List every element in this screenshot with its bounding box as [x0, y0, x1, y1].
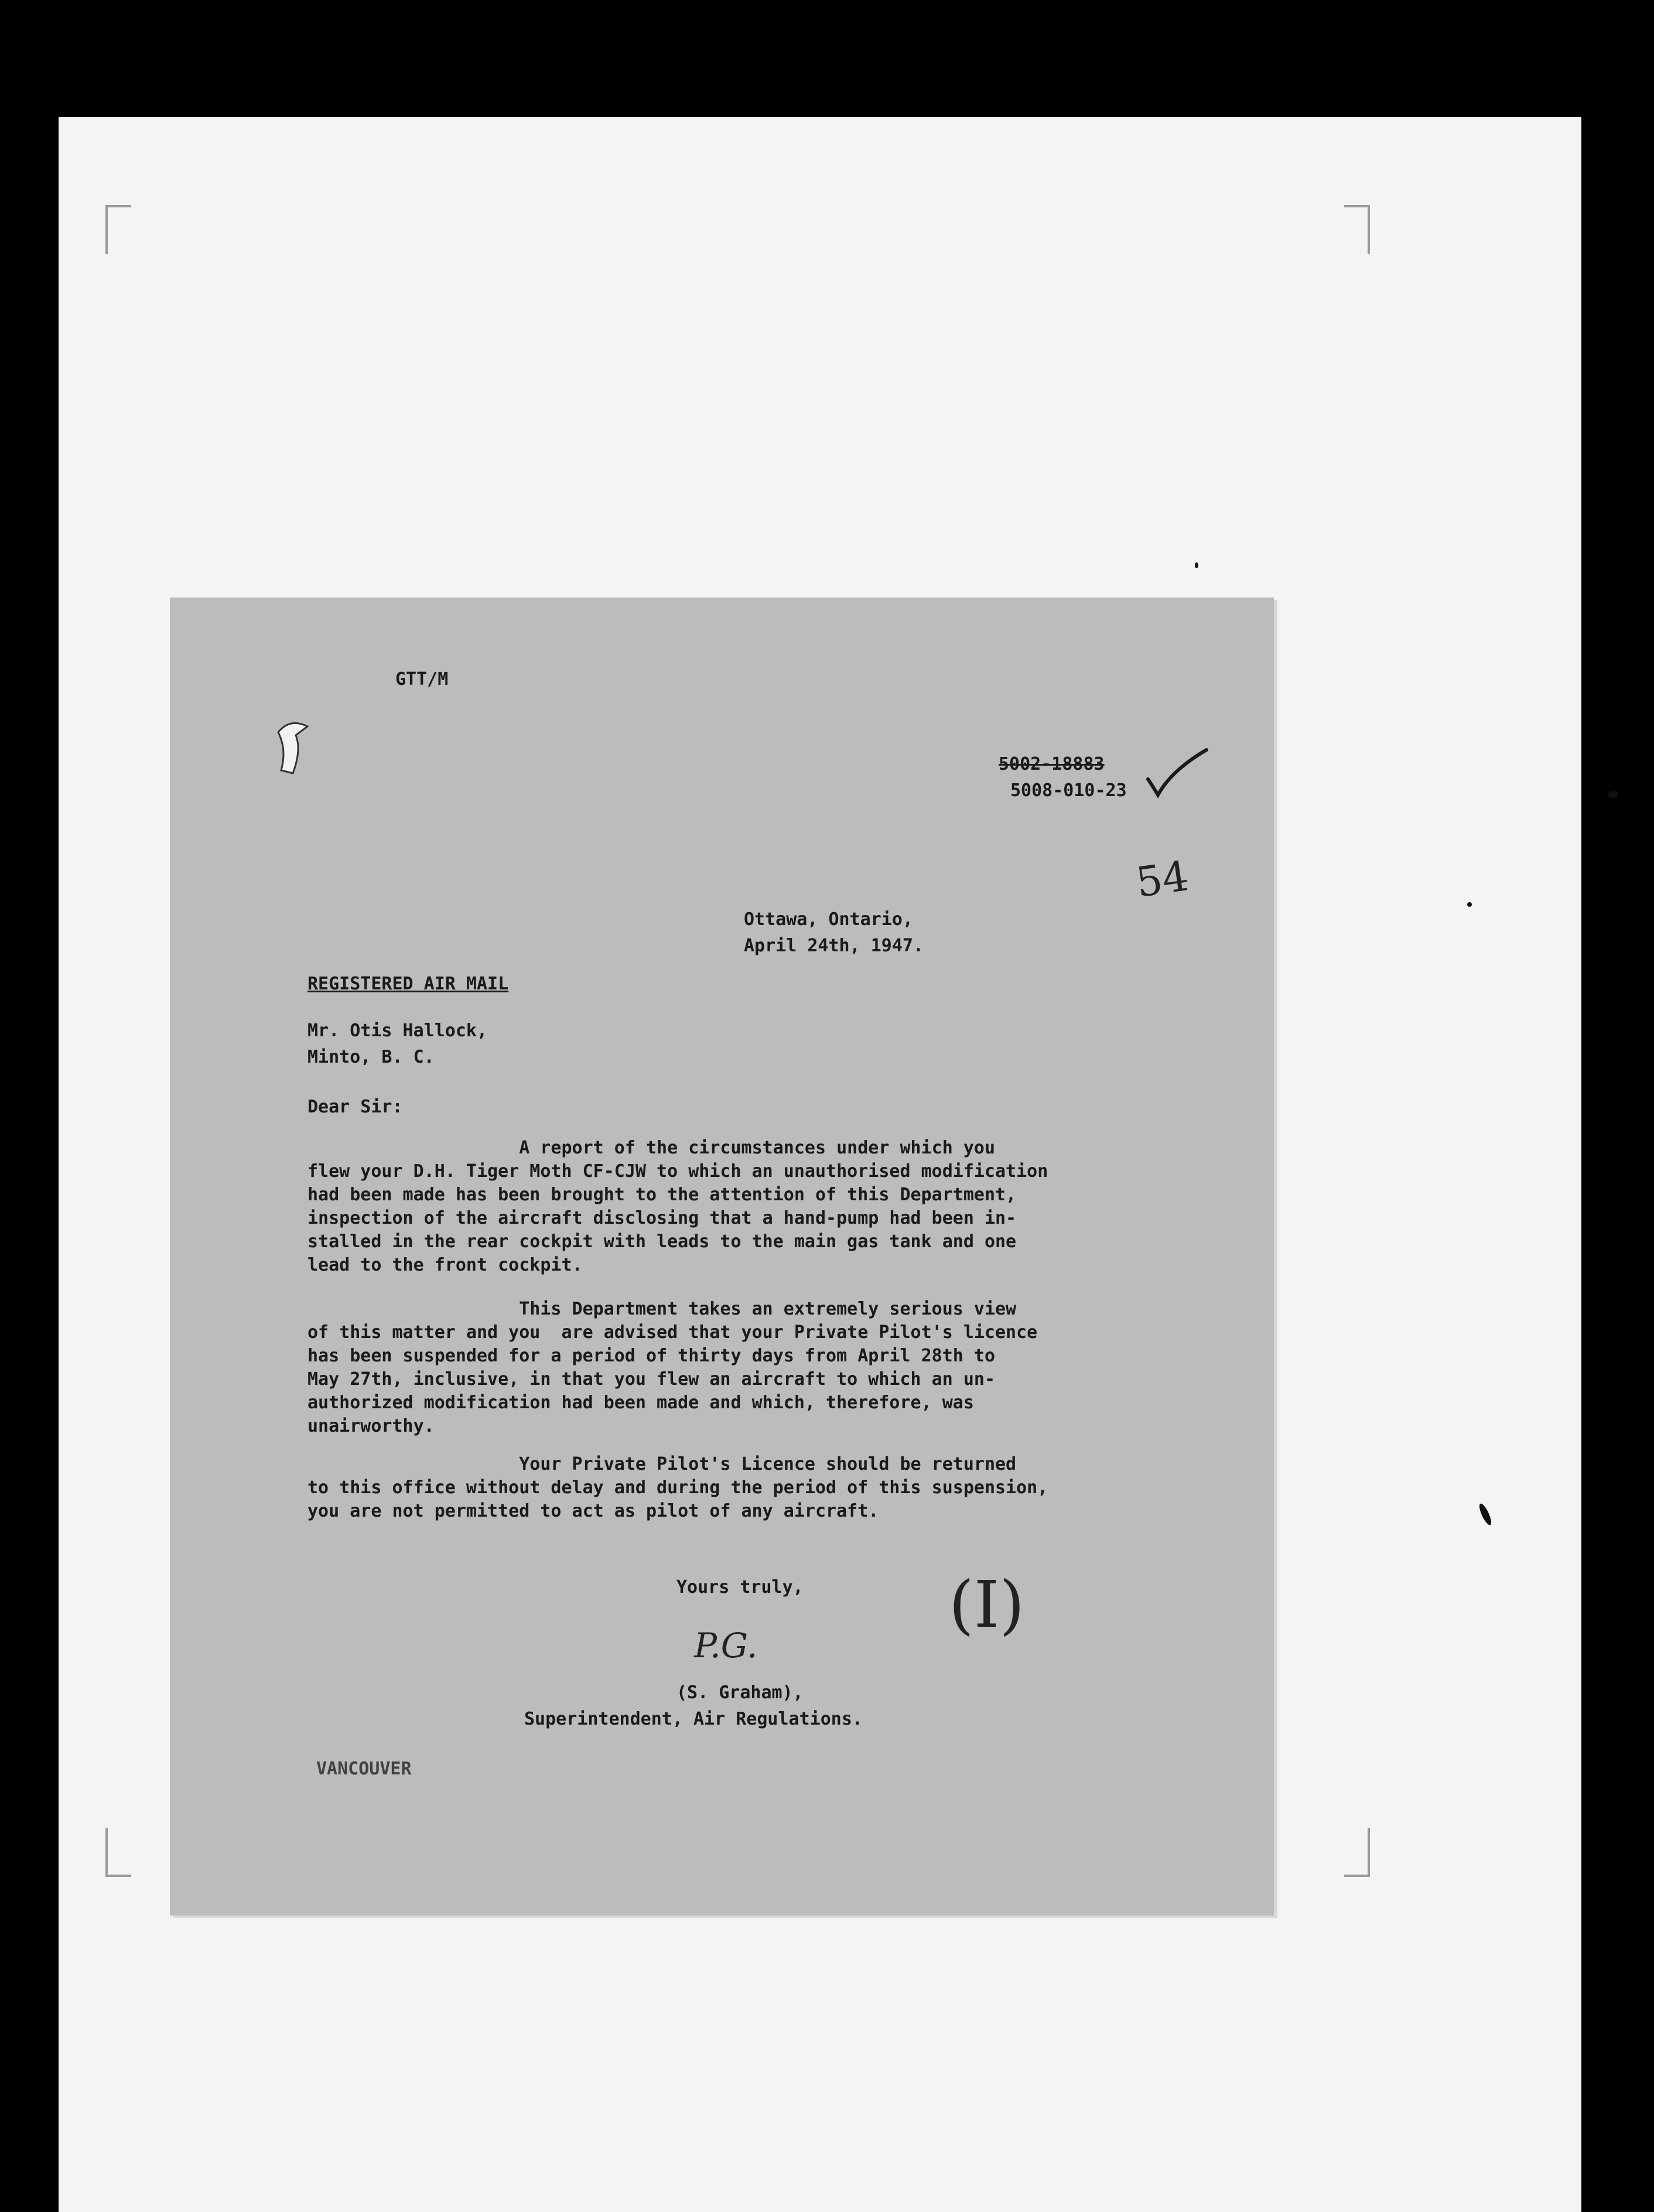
recipient-place: Minto, B. C.	[307, 1047, 435, 1067]
crop-mark-bottom-left	[105, 1828, 131, 1877]
reference-number-old: 5002-18883	[999, 754, 1105, 774]
recipient-name: Mr. Otis Hallock,	[307, 1020, 488, 1041]
crop-mark-bottom-right	[1344, 1828, 1370, 1877]
file-code: GTT/M	[395, 669, 449, 689]
checkmark-icon	[1145, 747, 1209, 800]
reference-number-new: 5008-010-23	[1010, 780, 1127, 801]
dust-speck	[1608, 791, 1618, 798]
dust-speck	[1467, 902, 1472, 907]
body-paragraph-2: This Department takes an extremely serious view of this matter and you are advised that your Private Pilot's licence has been suspended for a period of thirty days from April 28th to May 27th, inclusive, in that you flew an aircraft to which an un- authorized modification had been made and which, therefore, was unairworthy.	[307, 1299, 1038, 1436]
crop-mark-top-right	[1344, 205, 1370, 254]
signer-name: (S. Graham),	[676, 1682, 804, 1703]
handwritten-circled-mark: (I)	[949, 1567, 1025, 1642]
mail-type: REGISTERED AIR MAIL	[307, 974, 509, 994]
salutation: Dear Sir:	[307, 1097, 403, 1117]
crop-mark-top-left	[105, 205, 131, 254]
sender-place: Ottawa, Ontario,	[744, 909, 913, 930]
paper-clip-mark	[272, 715, 313, 779]
handwritten-page-number: 54	[1133, 852, 1192, 907]
copy-distribution: VANCOUVER	[316, 1759, 412, 1779]
letter-sheet	[170, 598, 1274, 1916]
letter-date: April 24th, 1947.	[744, 936, 924, 956]
signer-title: Superintendent, Air Regulations.	[524, 1709, 863, 1729]
body-paragraph-3: Your Private Pilot's Licence should be returned to this office without delay and during the period of this suspension, you are not permitted to act as pilot of any aircraft.	[307, 1454, 1048, 1521]
dust-speck	[1195, 562, 1198, 568]
body-paragraph-1: A report of the circumstances under which you flew your D.H. Tiger Moth CF-CJW to which an unauthorised modification had been made has been brought to the attention of this Department, inspection of the aircraft disclosing that a hand-pump had been in- stalled in the rear cockpit with leads to the main gas tank and one lead to the front cockpit.	[307, 1138, 1048, 1275]
closing: Yours truly,	[676, 1577, 804, 1597]
signature-initials: P.G.	[694, 1626, 758, 1665]
